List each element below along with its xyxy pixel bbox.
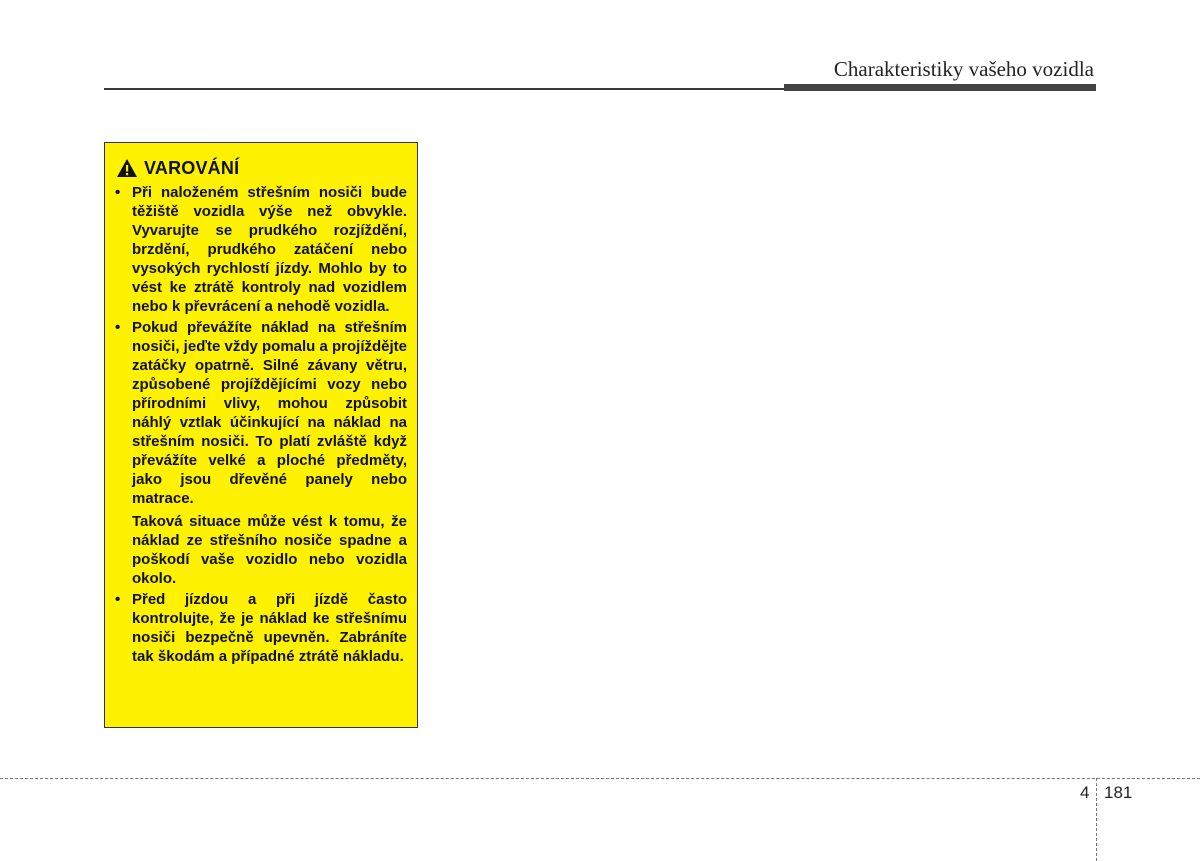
warning-paragraph: Při naloženém střešním nosiči bude těžiště vozidla výše než obvykle. Vyvarujte se prudkého rozjíždění, brzdění, prudkého zatáčení nebo vysokých rychlostí jízdy. Mohlo by to vést ke ztrátě kontroly nad vozidlem nebo k převrácení a nehodě vozidla. [132,184,407,315]
warning-item [115,590,407,666]
header-rule-thick [784,84,1096,91]
header-rule-thin [104,88,784,90]
warning-header [115,155,407,181]
page-header-title: Charakteristiky vašeho vozidla [833,57,1094,81]
warning-triangle-icon [116,158,138,178]
bullet-icon: • [115,591,121,608]
warning-item [115,183,407,316]
warning-box [104,142,418,728]
warning-paragraph: Taková situace může vést k tomu, že náklad ze střešního nosiče spadne a poškodí vaše vozidlo nebo vozidla okolo. [132,513,407,587]
footer-dashed-divider [1096,778,1097,861]
page-number: 181 [1104,783,1133,802]
warning-list [115,183,407,666]
chapter-number: 4 [1080,783,1090,802]
warning-paragraph: Pokud převážíte náklad na střešním nosiči, jeďte vždy pomalu a projíždějte zatáčky opatrně. Silné závany větru, způsobené projíždějícími vozy nebo přírodními vlivy, mohou způsobit náhlý vztlak účinkující na náklad na střešním nosiči. To platí zvláště když převážíte velké a ploché předměty, jako jsou dřevěné panely nebo matrace. [132,319,408,507]
bullet-icon: • [115,184,121,201]
warning-paragraph: Před jízdou a při jízdě často kontrolujte, že je náklad ke střešnímu nosiči bezpečně upevněn. Zabráníte tak škodám a případné ztrátě nákladu. [132,591,407,665]
warning-item [115,318,407,588]
bullet-icon: • [115,319,121,336]
warning-title: VAROVÁNÍ [144,157,240,178]
footer-dashed-rule [0,778,1200,779]
